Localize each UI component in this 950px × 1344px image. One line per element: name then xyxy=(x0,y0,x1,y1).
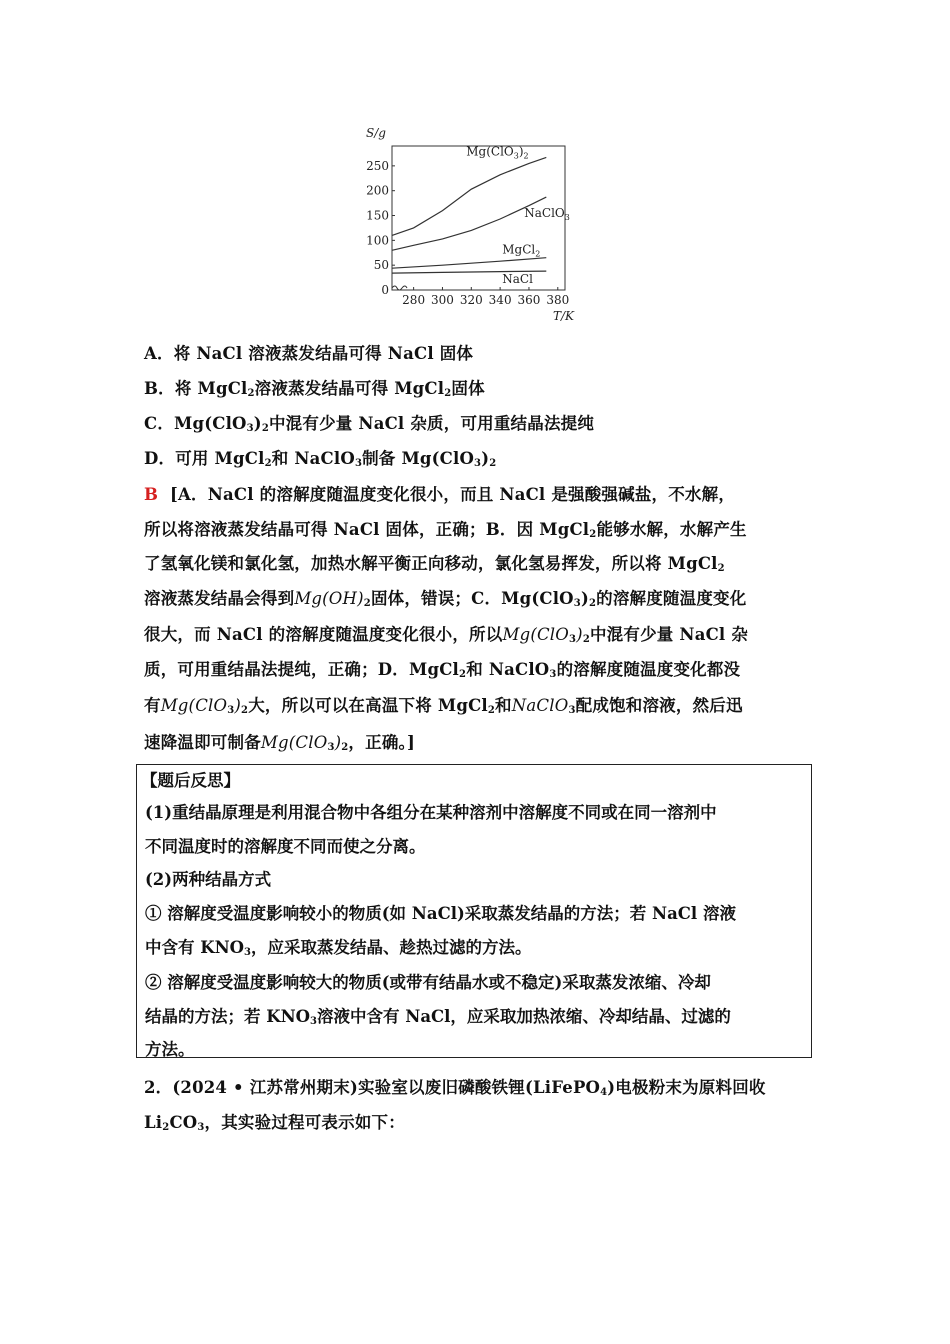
series-line-Mg(ClO3)2 xyxy=(392,157,546,235)
axis-break-mark xyxy=(392,286,407,290)
y-tick-label: 150 xyxy=(366,208,389,223)
option-b: B．将 MgCl$_2$溶液蒸发结晶可得 MgCl$_2$固体 xyxy=(144,379,485,399)
x-tick-label: 320 xyxy=(459,293,483,307)
y-tick-label: 0 xyxy=(381,283,389,297)
y-tick-label: 50 xyxy=(373,258,389,273)
reflection-p1a: (1)重结晶原理是利用混合物中各组分在某种溶剂中溶解度不同或在同一溶剂中 xyxy=(145,803,717,822)
x-tick-label: 360 xyxy=(517,293,541,307)
y-tick-label: 100 xyxy=(366,233,389,248)
answer-line-3: 了氢氧化镁和氯化氢，加热水解平衡正向移动，氯化氢易挥发，所以将 MgCl$_2$ xyxy=(144,554,725,574)
x-tick-label: 280 xyxy=(402,293,426,307)
reflection-p1b: 不同温度时的溶解度不同而使之分离。 xyxy=(145,837,426,856)
y-tick-label: 250 xyxy=(366,158,389,173)
y-axis-label: S/g xyxy=(366,126,386,140)
reflection-p4c: 方法。 xyxy=(145,1040,195,1059)
answer-line-4: 溶液蒸发结晶会得到$Mg(OH)_2$固体，错误；C．$Mg(ClO_3)_2$的溶解度随温度变化 xyxy=(144,589,747,609)
y-tick-label: 200 xyxy=(366,183,389,198)
answer-letter: B xyxy=(144,485,159,504)
reflection-p4a: ② 溶解度受温度影响较大的物质(或带有结晶水或不稳定)采取蒸发浓缩、冷却 xyxy=(145,973,711,992)
answer-line-6: 质，可用重结晶法提纯，正确；D．MgCl$_2$和 NaClO$_3$的溶解度随温度变化都没 xyxy=(144,660,741,680)
reflection-p3b: 中含有 $KNO_3$，应采取蒸发结晶、趁热过滤的方法。 xyxy=(145,938,532,958)
reflection-box xyxy=(136,764,812,1058)
answer-line-2: 所以将溶液蒸发结晶可得 NaCl 固体，正确；B．因 MgCl$_2$能够水解，水解产生 xyxy=(144,520,747,540)
series-label-NaClO3: NaClO$_3$ xyxy=(524,206,570,223)
option-c: C．$Mg(ClO_3)_2$中混有少量 NaCl 杂质，可用重结晶法提纯 xyxy=(144,414,595,434)
reflection-p4b: 结晶的方法；若 $KNO_3$溶液中含有 NaCl，应采取加热浓缩、冷却结晶、过滤的 xyxy=(145,1007,731,1027)
question-2-line-2: $Li_2CO_3$，其实验过程可表示如下： xyxy=(144,1113,405,1133)
solubility-chart xyxy=(350,122,590,328)
answer-line-7: 有$Mg(ClO_3)_2$大，所以可以在高温下将 MgCl$_2$和NaClO$_3$配成饱和溶液，然后迅 xyxy=(144,696,743,716)
x-tick-label: 380 xyxy=(546,293,570,307)
option-a: A．将 NaCl 溶液蒸发结晶可得 NaCl 固体 xyxy=(144,344,474,363)
series-line-MgCl2 xyxy=(392,258,546,269)
x-tick-label: 340 xyxy=(488,293,512,307)
question-2-line-1: 2．(2024 • 江苏常州期末)实验室以废旧磷酸铁锂(LiFePO$_4$)电极粉末为原料回收 xyxy=(144,1078,766,1098)
option-d: D．可用 MgCl$_2$和 NaClO$_3$制备 $Mg(ClO_3)_2$ xyxy=(144,449,497,469)
answer-line-5: 很大，而 NaCl 的溶解度随温度变化很小，所以$Mg(ClO_3)_2$中混有少量 NaCl 杂 xyxy=(144,625,749,645)
reflection-title: 【题后反思】 xyxy=(141,771,240,790)
series-label-Mg(ClO3)2: $Mg(ClO_3)_2$ xyxy=(466,144,529,161)
answer-line-8: 速降温即可制备$Mg(ClO_3)_2$，正确。] xyxy=(144,733,415,753)
series-label-MgCl2: MgCl$_2$ xyxy=(502,242,541,259)
x-tick-label: 300 xyxy=(431,293,454,307)
x-axis-label: T/K xyxy=(553,309,575,323)
reflection-p2: (2)两种结晶方式 xyxy=(145,870,272,889)
answer-line-1: B [A．NaCl 的溶解度随温度变化很小，而且 NaCl 是强酸强碱盐，不水解， xyxy=(144,485,736,504)
series-label-NaCl: NaCl xyxy=(502,272,533,287)
reflection-p3a: ① 溶解度受温度影响较小的物质(如 NaCl)采取蒸发结晶的方法；若 NaCl 溶液 xyxy=(145,904,736,923)
